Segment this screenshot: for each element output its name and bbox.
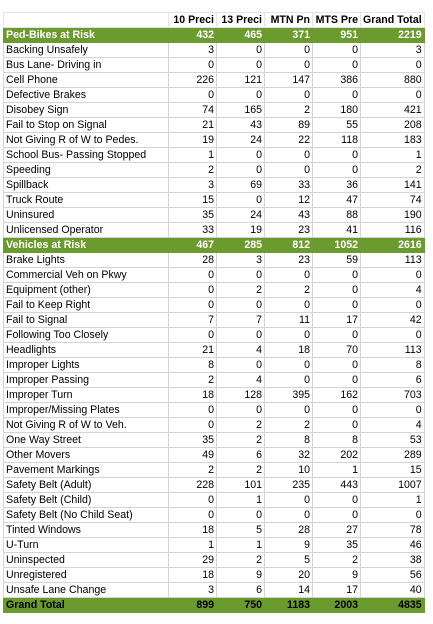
table-row — [4, 463, 425, 478]
value-cell[interactable]: 395 — [265, 388, 313, 403]
value-cell[interactable]: 32 — [265, 448, 313, 463]
group-total-cell[interactable]: 432 — [169, 28, 217, 43]
value-cell[interactable]: 1 — [361, 148, 425, 163]
row-label[interactable]: Defective Brakes — [4, 88, 169, 103]
table-row — [4, 148, 425, 163]
column-header[interactable]: MTS Pre — [313, 13, 361, 28]
group-total-cell[interactable]: 812 — [265, 238, 313, 253]
value-cell[interactable]: 0 — [217, 328, 265, 343]
value-cell[interactable]: 0 — [217, 268, 265, 283]
value-cell[interactable]: 9 — [217, 568, 265, 583]
value-cell[interactable]: 0 — [217, 358, 265, 373]
value-cell[interactable]: 18 — [265, 343, 313, 358]
value-cell[interactable]: 183 — [361, 133, 425, 148]
value-cell[interactable]: 17 — [313, 313, 361, 328]
value-cell[interactable]: 0 — [217, 148, 265, 163]
value-cell[interactable]: 235 — [265, 478, 313, 493]
value-cell[interactable]: 1 — [217, 538, 265, 553]
table-row — [4, 418, 425, 433]
row-label[interactable]: Truck Route — [4, 193, 169, 208]
table-row — [4, 433, 425, 448]
value-cell[interactable]: 0 — [313, 268, 361, 283]
table-row — [4, 343, 425, 358]
value-cell[interactable]: 0 — [265, 58, 313, 73]
value-cell[interactable]: 0 — [265, 328, 313, 343]
value-cell[interactable]: 113 — [361, 253, 425, 268]
value-cell[interactable]: 0 — [361, 58, 425, 73]
value-cell[interactable]: 118 — [313, 133, 361, 148]
value-cell[interactable]: 3 — [169, 178, 217, 193]
value-cell[interactable]: 3 — [169, 583, 217, 598]
value-cell[interactable]: 18 — [169, 523, 217, 538]
value-cell[interactable]: 226 — [169, 73, 217, 88]
value-cell[interactable]: 8 — [361, 358, 425, 373]
value-cell[interactable]: 15 — [361, 463, 425, 478]
value-cell[interactable]: 6 — [217, 448, 265, 463]
value-cell[interactable]: 0 — [169, 508, 217, 523]
table-row — [4, 58, 425, 73]
value-cell[interactable]: 703 — [361, 388, 425, 403]
row-label[interactable]: Uninspected — [4, 553, 169, 568]
value-cell[interactable]: 21 — [169, 343, 217, 358]
row-label[interactable]: Uninsured — [4, 208, 169, 223]
value-cell[interactable]: 0 — [361, 268, 425, 283]
value-cell[interactable]: 180 — [313, 103, 361, 118]
value-cell[interactable]: 9 — [265, 538, 313, 553]
grand-total-cell[interactable]: 2003 — [313, 598, 361, 613]
value-cell[interactable]: 0 — [169, 58, 217, 73]
value-cell[interactable]: 35 — [169, 208, 217, 223]
row-label[interactable]: Disobey Sign — [4, 103, 169, 118]
pivot-table — [3, 12, 425, 613]
row-label[interactable]: Improper Passing — [4, 373, 169, 388]
value-cell[interactable]: 2 — [265, 103, 313, 118]
value-cell[interactable]: 2 — [169, 463, 217, 478]
row-label[interactable]: Fail to Stop on Signal — [4, 118, 169, 133]
group-header-row — [4, 28, 425, 43]
value-cell[interactable]: 40 — [361, 583, 425, 598]
table-row — [4, 523, 425, 538]
row-label[interactable]: School Bus- Passing Stopped — [4, 148, 169, 163]
value-cell[interactable]: 74 — [361, 193, 425, 208]
row-label[interactable]: Equipment (other) — [4, 283, 169, 298]
row-label[interactable]: Tinted Windows — [4, 523, 169, 538]
value-cell[interactable]: 3 — [361, 43, 425, 58]
value-cell[interactable]: 2 — [265, 418, 313, 433]
grand-total-cell[interactable]: 750 — [217, 598, 265, 613]
value-cell[interactable]: 53 — [361, 433, 425, 448]
column-header[interactable]: Grand Total — [361, 13, 425, 28]
value-cell[interactable]: 0 — [313, 508, 361, 523]
value-cell[interactable]: 18 — [169, 388, 217, 403]
value-cell[interactable]: 289 — [361, 448, 425, 463]
row-label[interactable]: Improper Lights — [4, 358, 169, 373]
table-row — [4, 358, 425, 373]
row-label[interactable]: Fail to Signal — [4, 313, 169, 328]
value-cell[interactable]: 0 — [217, 88, 265, 103]
value-cell[interactable]: 0 — [265, 493, 313, 508]
value-cell[interactable]: 0 — [169, 403, 217, 418]
value-cell[interactable]: 0 — [169, 493, 217, 508]
group-header-row — [4, 238, 425, 253]
row-label[interactable]: U-Turn — [4, 538, 169, 553]
value-cell[interactable]: 19 — [169, 133, 217, 148]
value-cell[interactable]: 15 — [169, 193, 217, 208]
value-cell[interactable]: 5 — [265, 553, 313, 568]
table-row — [4, 403, 425, 418]
value-cell[interactable]: 2 — [217, 418, 265, 433]
row-label[interactable]: Cell Phone — [4, 73, 169, 88]
value-cell[interactable]: 6 — [361, 373, 425, 388]
value-cell[interactable]: 0 — [361, 88, 425, 103]
value-cell[interactable]: 4 — [361, 418, 425, 433]
row-label[interactable]: Other Movers — [4, 448, 169, 463]
value-cell[interactable]: 202 — [313, 448, 361, 463]
value-cell[interactable]: 10 — [265, 463, 313, 478]
row-label[interactable]: Backing Unsafely — [4, 43, 169, 58]
value-cell[interactable]: 0 — [169, 328, 217, 343]
value-cell[interactable]: 162 — [313, 388, 361, 403]
value-cell[interactable]: 9 — [313, 568, 361, 583]
value-cell[interactable]: 0 — [265, 403, 313, 418]
value-cell[interactable]: 21 — [169, 118, 217, 133]
value-cell[interactable]: 7 — [217, 313, 265, 328]
value-cell[interactable]: 0 — [265, 358, 313, 373]
table-row — [4, 118, 425, 133]
value-cell[interactable]: 36 — [313, 178, 361, 193]
value-cell[interactable]: 2 — [217, 553, 265, 568]
value-cell[interactable]: 8 — [265, 433, 313, 448]
group-total-cell[interactable]: 467 — [169, 238, 217, 253]
group-total-cell[interactable]: 2616 — [361, 238, 425, 253]
value-cell[interactable]: 0 — [313, 298, 361, 313]
value-cell[interactable]: 0 — [265, 268, 313, 283]
value-cell[interactable]: 35 — [169, 433, 217, 448]
value-cell[interactable]: 2 — [169, 373, 217, 388]
value-cell[interactable]: 28 — [265, 523, 313, 538]
value-cell[interactable]: 0 — [217, 298, 265, 313]
value-cell[interactable]: 128 — [217, 388, 265, 403]
table-row — [4, 478, 425, 493]
grand-total-cell[interactable]: 899 — [169, 598, 217, 613]
table-row — [4, 103, 425, 118]
row-label[interactable]: Unsafe Lane Change — [4, 583, 169, 598]
value-cell[interactable]: 43 — [217, 118, 265, 133]
value-cell[interactable]: 1 — [217, 493, 265, 508]
value-cell[interactable]: 141 — [361, 178, 425, 193]
value-cell[interactable]: 18 — [169, 568, 217, 583]
value-cell[interactable]: 386 — [313, 73, 361, 88]
group-total-cell[interactable]: 2219 — [361, 28, 425, 43]
value-cell[interactable]: 421 — [361, 103, 425, 118]
value-cell[interactable]: 12 — [265, 193, 313, 208]
row-label[interactable]: Headlights — [4, 343, 169, 358]
row-label[interactable]: Not Giving R of W to Pedes. — [4, 133, 169, 148]
group-total-cell[interactable]: 285 — [217, 238, 265, 253]
value-cell[interactable]: 19 — [217, 223, 265, 238]
value-cell[interactable]: 2 — [265, 283, 313, 298]
row-label[interactable]: Commercial Veh on Pkwy — [4, 268, 169, 283]
table-row — [4, 373, 425, 388]
value-cell[interactable]: 0 — [313, 418, 361, 433]
value-cell[interactable]: 121 — [217, 73, 265, 88]
table-row — [4, 568, 425, 583]
table-row — [4, 268, 425, 283]
row-label[interactable]: Safety Belt (Child) — [4, 493, 169, 508]
value-cell[interactable]: 1 — [169, 148, 217, 163]
value-cell[interactable]: 23 — [265, 223, 313, 238]
value-cell[interactable]: 0 — [265, 88, 313, 103]
table-row — [4, 73, 425, 88]
value-cell[interactable]: 1 — [313, 463, 361, 478]
value-cell[interactable]: 1 — [169, 538, 217, 553]
table-row — [4, 223, 425, 238]
value-cell[interactable]: 0 — [217, 403, 265, 418]
value-cell[interactable]: 2 — [217, 283, 265, 298]
value-cell[interactable]: 1007 — [361, 478, 425, 493]
value-cell[interactable]: 23 — [265, 253, 313, 268]
group-total-cell[interactable]: 465 — [217, 28, 265, 43]
value-cell[interactable]: 49 — [169, 448, 217, 463]
header-row — [4, 13, 425, 28]
value-cell[interactable]: 0 — [313, 148, 361, 163]
table-row — [4, 163, 425, 178]
value-cell[interactable]: 70 — [313, 343, 361, 358]
table-row — [4, 313, 425, 328]
value-cell[interactable]: 43 — [265, 208, 313, 223]
value-cell[interactable]: 0 — [313, 58, 361, 73]
value-cell[interactable]: 0 — [313, 43, 361, 58]
value-cell[interactable]: 20 — [265, 568, 313, 583]
header-corner-cell[interactable] — [4, 13, 169, 28]
row-label[interactable]: Spillback — [4, 178, 169, 193]
value-cell[interactable]: 0 — [313, 88, 361, 103]
grand-total-cell[interactable]: 4835 — [361, 598, 425, 613]
value-cell[interactable]: 0 — [313, 163, 361, 178]
value-cell[interactable]: 8 — [169, 358, 217, 373]
value-cell[interactable]: 0 — [265, 163, 313, 178]
value-cell[interactable]: 0 — [169, 268, 217, 283]
value-cell[interactable]: 28 — [169, 253, 217, 268]
value-cell[interactable]: 0 — [169, 298, 217, 313]
value-cell[interactable]: 0 — [265, 298, 313, 313]
value-cell[interactable]: 0 — [313, 283, 361, 298]
grand-total-cell[interactable]: 1183 — [265, 598, 313, 613]
value-cell[interactable]: 24 — [217, 133, 265, 148]
value-cell[interactable]: 0 — [217, 58, 265, 73]
value-cell[interactable]: 101 — [217, 478, 265, 493]
group-total-cell[interactable]: 951 — [313, 28, 361, 43]
value-cell[interactable]: 5 — [217, 523, 265, 538]
table-row — [4, 43, 425, 58]
value-cell[interactable]: 89 — [265, 118, 313, 133]
value-cell[interactable]: 38 — [361, 553, 425, 568]
value-cell[interactable]: 0 — [361, 508, 425, 523]
table-row — [4, 553, 425, 568]
grand-total-row — [4, 598, 425, 613]
value-cell[interactable]: 228 — [169, 478, 217, 493]
table-row — [4, 193, 425, 208]
value-cell[interactable]: 113 — [361, 343, 425, 358]
value-cell[interactable]: 165 — [217, 103, 265, 118]
value-cell[interactable]: 0 — [265, 148, 313, 163]
row-label[interactable]: Unregistered — [4, 568, 169, 583]
value-cell[interactable]: 4 — [217, 343, 265, 358]
table-row — [4, 508, 425, 523]
column-header[interactable]: MTN Pn — [265, 13, 313, 28]
table-row — [4, 208, 425, 223]
value-cell[interactable]: 1 — [361, 493, 425, 508]
value-cell[interactable]: 208 — [361, 118, 425, 133]
column-header[interactable]: 10 Preci — [169, 13, 217, 28]
value-cell[interactable]: 74 — [169, 103, 217, 118]
value-cell[interactable]: 24 — [217, 208, 265, 223]
value-cell[interactable]: 2 — [169, 163, 217, 178]
table-row — [4, 538, 425, 553]
group-total-cell[interactable]: 371 — [265, 28, 313, 43]
value-cell[interactable]: 0 — [217, 43, 265, 58]
table-row — [4, 178, 425, 193]
value-cell[interactable]: 0 — [313, 373, 361, 388]
value-cell[interactable]: 2 — [361, 163, 425, 178]
table-row — [4, 88, 425, 103]
row-label[interactable]: Safety Belt (No Child Seat) — [4, 508, 169, 523]
value-cell[interactable]: 0 — [265, 43, 313, 58]
value-cell[interactable]: 0 — [217, 163, 265, 178]
value-cell[interactable]: 7 — [169, 313, 217, 328]
table-row — [4, 298, 425, 313]
value-cell[interactable]: 46 — [361, 538, 425, 553]
row-label[interactable]: Improper/Missing Plates — [4, 403, 169, 418]
value-cell[interactable]: 0 — [361, 403, 425, 418]
row-label[interactable]: Improper Turn — [4, 388, 169, 403]
value-cell[interactable]: 0 — [313, 493, 361, 508]
value-cell[interactable]: 0 — [265, 373, 313, 388]
value-cell[interactable]: 2 — [217, 463, 265, 478]
value-cell[interactable]: 11 — [265, 313, 313, 328]
value-cell[interactable]: 33 — [169, 223, 217, 238]
group-label[interactable]: Ped-Bikes at Risk — [4, 28, 169, 43]
value-cell[interactable]: 59 — [313, 253, 361, 268]
value-cell[interactable]: 22 — [265, 133, 313, 148]
row-label[interactable]: Speeding — [4, 163, 169, 178]
value-cell[interactable]: 0 — [217, 508, 265, 523]
value-cell[interactable]: 0 — [361, 298, 425, 313]
value-cell[interactable]: 190 — [361, 208, 425, 223]
value-cell[interactable]: 17 — [313, 583, 361, 598]
value-cell[interactable]: 47 — [313, 193, 361, 208]
value-cell[interactable]: 33 — [265, 178, 313, 193]
value-cell[interactable]: 0 — [361, 328, 425, 343]
value-cell[interactable]: 443 — [313, 478, 361, 493]
row-label[interactable]: Safety Belt (Adult) — [4, 478, 169, 493]
value-cell[interactable]: 29 — [169, 553, 217, 568]
table-row — [4, 328, 425, 343]
group-label[interactable]: Vehicles at Risk — [4, 238, 169, 253]
value-cell[interactable]: 0 — [313, 358, 361, 373]
value-cell[interactable]: 147 — [265, 73, 313, 88]
table-row — [4, 253, 425, 268]
grand-total-label[interactable]: Grand Total — [4, 598, 169, 613]
table-row — [4, 493, 425, 508]
value-cell[interactable]: 35 — [313, 538, 361, 553]
value-cell[interactable]: 8 — [313, 433, 361, 448]
value-cell[interactable]: 88 — [313, 208, 361, 223]
value-cell[interactable]: 56 — [361, 568, 425, 583]
value-cell[interactable]: 69 — [217, 178, 265, 193]
value-cell[interactable]: 0 — [169, 88, 217, 103]
value-cell[interactable]: 41 — [313, 223, 361, 238]
table-row — [4, 388, 425, 403]
row-label[interactable]: Unlicensed Operator — [4, 223, 169, 238]
table-row — [4, 283, 425, 298]
row-label[interactable]: Bus Lane- Driving in — [4, 58, 169, 73]
value-cell[interactable]: 6 — [217, 583, 265, 598]
value-cell[interactable]: 0 — [169, 283, 217, 298]
value-cell[interactable]: 3 — [217, 253, 265, 268]
spreadsheet — [3, 12, 425, 613]
value-cell[interactable]: 3 — [169, 43, 217, 58]
row-label[interactable]: Following Too Closely — [4, 328, 169, 343]
value-cell[interactable]: 0 — [313, 328, 361, 343]
table-row — [4, 448, 425, 463]
value-cell[interactable]: 14 — [265, 583, 313, 598]
value-cell[interactable]: 880 — [361, 73, 425, 88]
value-cell[interactable]: 42 — [361, 313, 425, 328]
value-cell[interactable]: 0 — [313, 403, 361, 418]
value-cell[interactable]: 116 — [361, 223, 425, 238]
row-label[interactable]: One Way Street — [4, 433, 169, 448]
row-label[interactable]: Not Giving R of W to Veh. — [4, 418, 169, 433]
column-header[interactable]: 13 Preci — [217, 13, 265, 28]
value-cell[interactable]: 4 — [217, 373, 265, 388]
group-total-cell[interactable]: 1052 — [313, 238, 361, 253]
value-cell[interactable]: 78 — [361, 523, 425, 538]
value-cell[interactable]: 0 — [217, 193, 265, 208]
row-label[interactable]: Pavement Markings — [4, 463, 169, 478]
value-cell[interactable]: 55 — [313, 118, 361, 133]
row-label[interactable]: Fail to Keep Right — [4, 298, 169, 313]
value-cell[interactable]: 2 — [313, 553, 361, 568]
value-cell[interactable]: 27 — [313, 523, 361, 538]
value-cell[interactable]: 0 — [265, 508, 313, 523]
value-cell[interactable]: 0 — [169, 418, 217, 433]
value-cell[interactable]: 4 — [361, 283, 425, 298]
value-cell[interactable]: 2 — [217, 433, 265, 448]
row-label[interactable]: Brake Lights — [4, 253, 169, 268]
table-row — [4, 133, 425, 148]
table-row — [4, 583, 425, 598]
